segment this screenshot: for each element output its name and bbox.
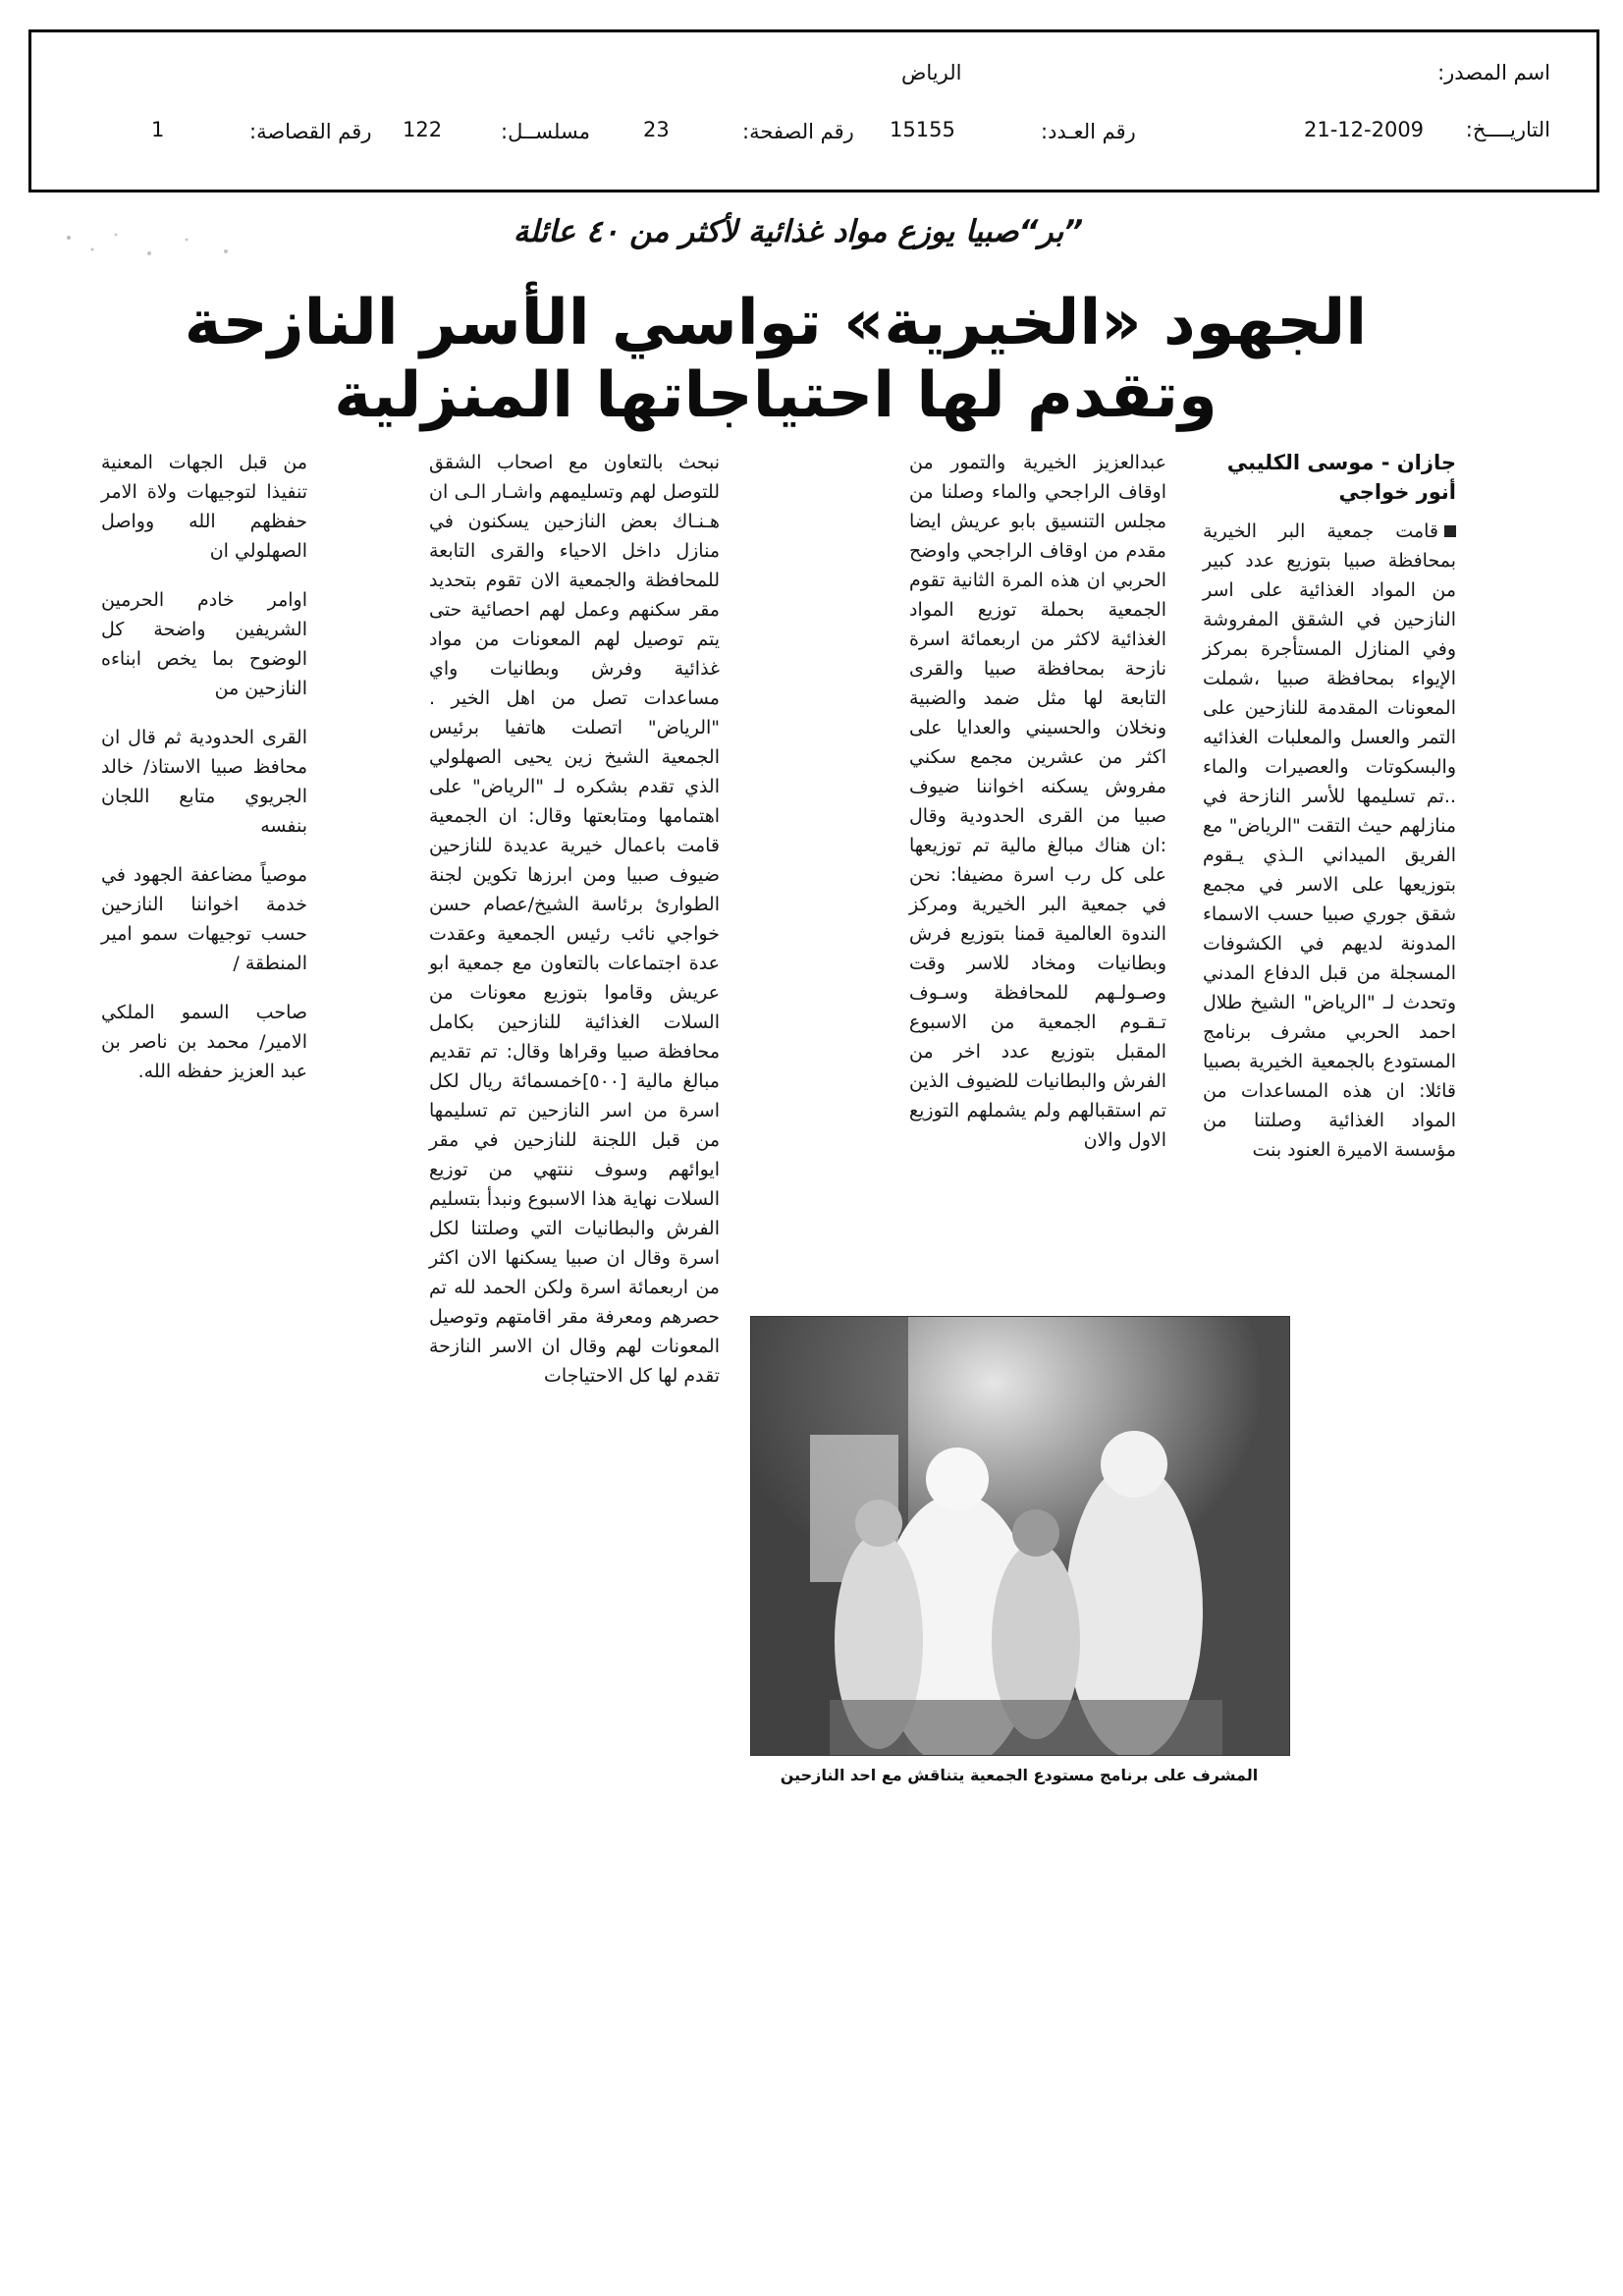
- article-headline: الجهود «الخيرية» تواسي الأسر النازحة وتقدم لها احتياجاتها المنزلية: [184, 287, 1368, 432]
- issue-label: رقم العـدد:: [1041, 120, 1136, 143]
- column-4-paragraph: موصياً مضاعفة الجهود في خدمة اخواننا النازحين حسب توجيهات سمو امير المنطقة /: [101, 864, 307, 974]
- byline-author-1: جازان - موسى الكليبي: [1226, 451, 1456, 474]
- scan-noise-decoration: [59, 226, 265, 265]
- column-4-paragraph: صاحب السمو الملكي الامير/ محمد بن ناصر بن عبد العزيز حفظه الله.: [101, 1002, 307, 1082]
- clip-label: رقم القصاصة:: [249, 120, 372, 143]
- date-label: التاريــــخ:: [1465, 118, 1550, 141]
- article-column-1: [1203, 517, 1456, 1165]
- article-column-4: [101, 448, 307, 1106]
- column-4-paragraph: من قبل الجهات المعنية تنفيذا لتوجيهات ولاة الامر حفظهم الله وواصل الصهلولي ان: [101, 452, 307, 562]
- clip-value: 1: [151, 118, 165, 141]
- photo-caption: المشرف على برنامج مستودع الجمعية يتناقش مع احد النازحين: [780, 1766, 1259, 1784]
- source-label: اسم المصدر:: [1437, 61, 1550, 84]
- column-4-paragraph: اوامر خادم الحرمين الشريفين واضحة كل الوضوح بما يخص ابناءه النازحين من: [101, 589, 307, 699]
- column-2-text: عبدالعزيز الخيرية والتمور من اوقاف الراجحي والماء وصلنا من مجلس التنسيق بابو عريش ايضا مقدم من اوقاف الراجحي واوضح الحربي ان هذه المرة الثانية تقوم الجمعية بحملة توزيع المواد الغذائية لاكثر من اربعمائة اسرة نازحة بمحافظة صبيا والقرى التابعة لها مثل ضمد والضبية ونخلان والحسيني والعدايا على اكثر من عشرين مجمع سكني مفروش يسكنه اخواننا ضيوف صبيا من القرى الحدودية وقال :ان هناك مبالغ مالية تم توزيعها على كل رب اسرة مضيفا: نحن في جمعية البر الخيرية ومركز الندوة العالمية قمنا بتوزيع فرش وبطانيات ومخاد للاسر وقت وصـولـهم للمحافظة وسـوف تـقـوم الجمعية من الاسبوع المقبل بتوزيع عدد اخر من الفرش والبطانيات للضيوف الذين تم استقبالهم ولم يشملهم التوزيع الاول والان: [909, 452, 1166, 1151]
- byline-author-2: أنور خواجي: [1338, 480, 1456, 504]
- column-4-paragraph: القرى الحدودية ثم قال ان محافظ صبيا الاستاذ/ خالد الجريوي متابع اللجان بنفسه: [101, 727, 307, 837]
- page-value: 23: [643, 118, 670, 141]
- article-overline: ”بر“صبيا يوزع مواد غذائية لأكثر من ٤٠ عائلة: [513, 214, 1084, 249]
- article-column-3: [429, 448, 720, 1391]
- serial-label: مسلســل:: [501, 120, 590, 143]
- page-label: رقم الصفحة:: [742, 120, 854, 143]
- issue-value: 15155: [890, 118, 955, 141]
- paragraph-bullet-icon: [1444, 525, 1456, 537]
- source-value: الرياض: [901, 61, 962, 84]
- column-3-text: نبحث بالتعاون مع اصحاب الشقق للتوصل لهم وتسليمهم واشـار الـى ان هـنـاك بعض النازحين يسكنون في منازل داخل الاحياء والقرى التابعة للمحافظة والجمعية الان تقوم بتحديد مقر سكنهم وعمل لهم احصائية حتى يتم توصيل لهم المعونات من مواد غذائية وفرش وبطانيات واي مساعدات تصل من اهل الخير . "الرياض" اتصلت هاتفيا برئيس الجمعية الشيخ زين يحيى الصهلولي الذي تقدم بشكره لـ "الرياض" على اهتمامها ومتابعتها وقال: ان الجمعية قامت باعمال خيرية عديدة للنازحين ضيوف صبيا ومن ابرزها تكوين لجنة الطوارئ برئاسة الشيخ/عصام حسن خواجي نائب رئيس الجمعية وعقدت عدة اجتماعات بالتعاون مع جمعية ابو عريش وقاموا بتوزيع معونات من السلات الغذائية للنازحين بكامل محافظة صبيا وقراها وقال: تم تقديم مبالغ مالية [٥٠٠]خمسمائة ريال لكل اسرة من اسر النازحين تم تسليمها من قبل اللجنة للنازحين في مقر ايوائهم وسوف ننتهي من توزيع السلات نهاية هذا الاسبوع ونبدأ بتسليم الفرش والبطانيات التي وصلتنا لكل اسرة وقال ان صبيا يسكنها الان اكثر من اربعمائة اسرة ولكن الحمد لله تم حصرهم ومعرفة مقر اقامتهم وتوصيل المعونات لهم وقال ان الاسر النازحة تقدم لها كل الاحتياجات: [429, 452, 720, 1387]
- byline: [1201, 448, 1456, 507]
- article-photo: [750, 1316, 1290, 1756]
- article-column-2: [909, 448, 1166, 1155]
- date-value: 21-12-2009: [1304, 118, 1425, 141]
- column-1-text: قامت جمعية البر الخيرية بمحافظة صبيا بتوزيع عدد كبير من المواد الغذائية على اسر النازحين في الشقق المفروشة وفي المنازل المستأجرة بمركز الإيواء بمحافظة صبيا ،شملت المعونات المقدمة للنازحين على التمر والعسل والمعلبات الغذائيه والبسكوتات والعصيرات والماء ..تم تسليمها للأسر النازحة في منازلهم حيث التقت "الرياض" مع الفريق الميداني الـذي يـقوم بتوزيعها على الاسر في مجمع شقق جوري صبيا حسب الاسماء المدونة لديهم في الكشوفات المسجلة من قبل الدفاع المدني وتحدث لـ "الرياض" الشيخ طلال احمد الحربي مشرف برنامج المستودع بالجمعية الخيرية بصبيا قائلا: ان هذه المساعدات من المواد الغذائية وصلتنا من مؤسسة الاميرة العنود بنت: [1203, 520, 1456, 1161]
- photo-scene-image: [751, 1317, 1289, 1755]
- clipping-info-box: [28, 29, 1599, 192]
- serial-value: 122: [403, 118, 443, 141]
